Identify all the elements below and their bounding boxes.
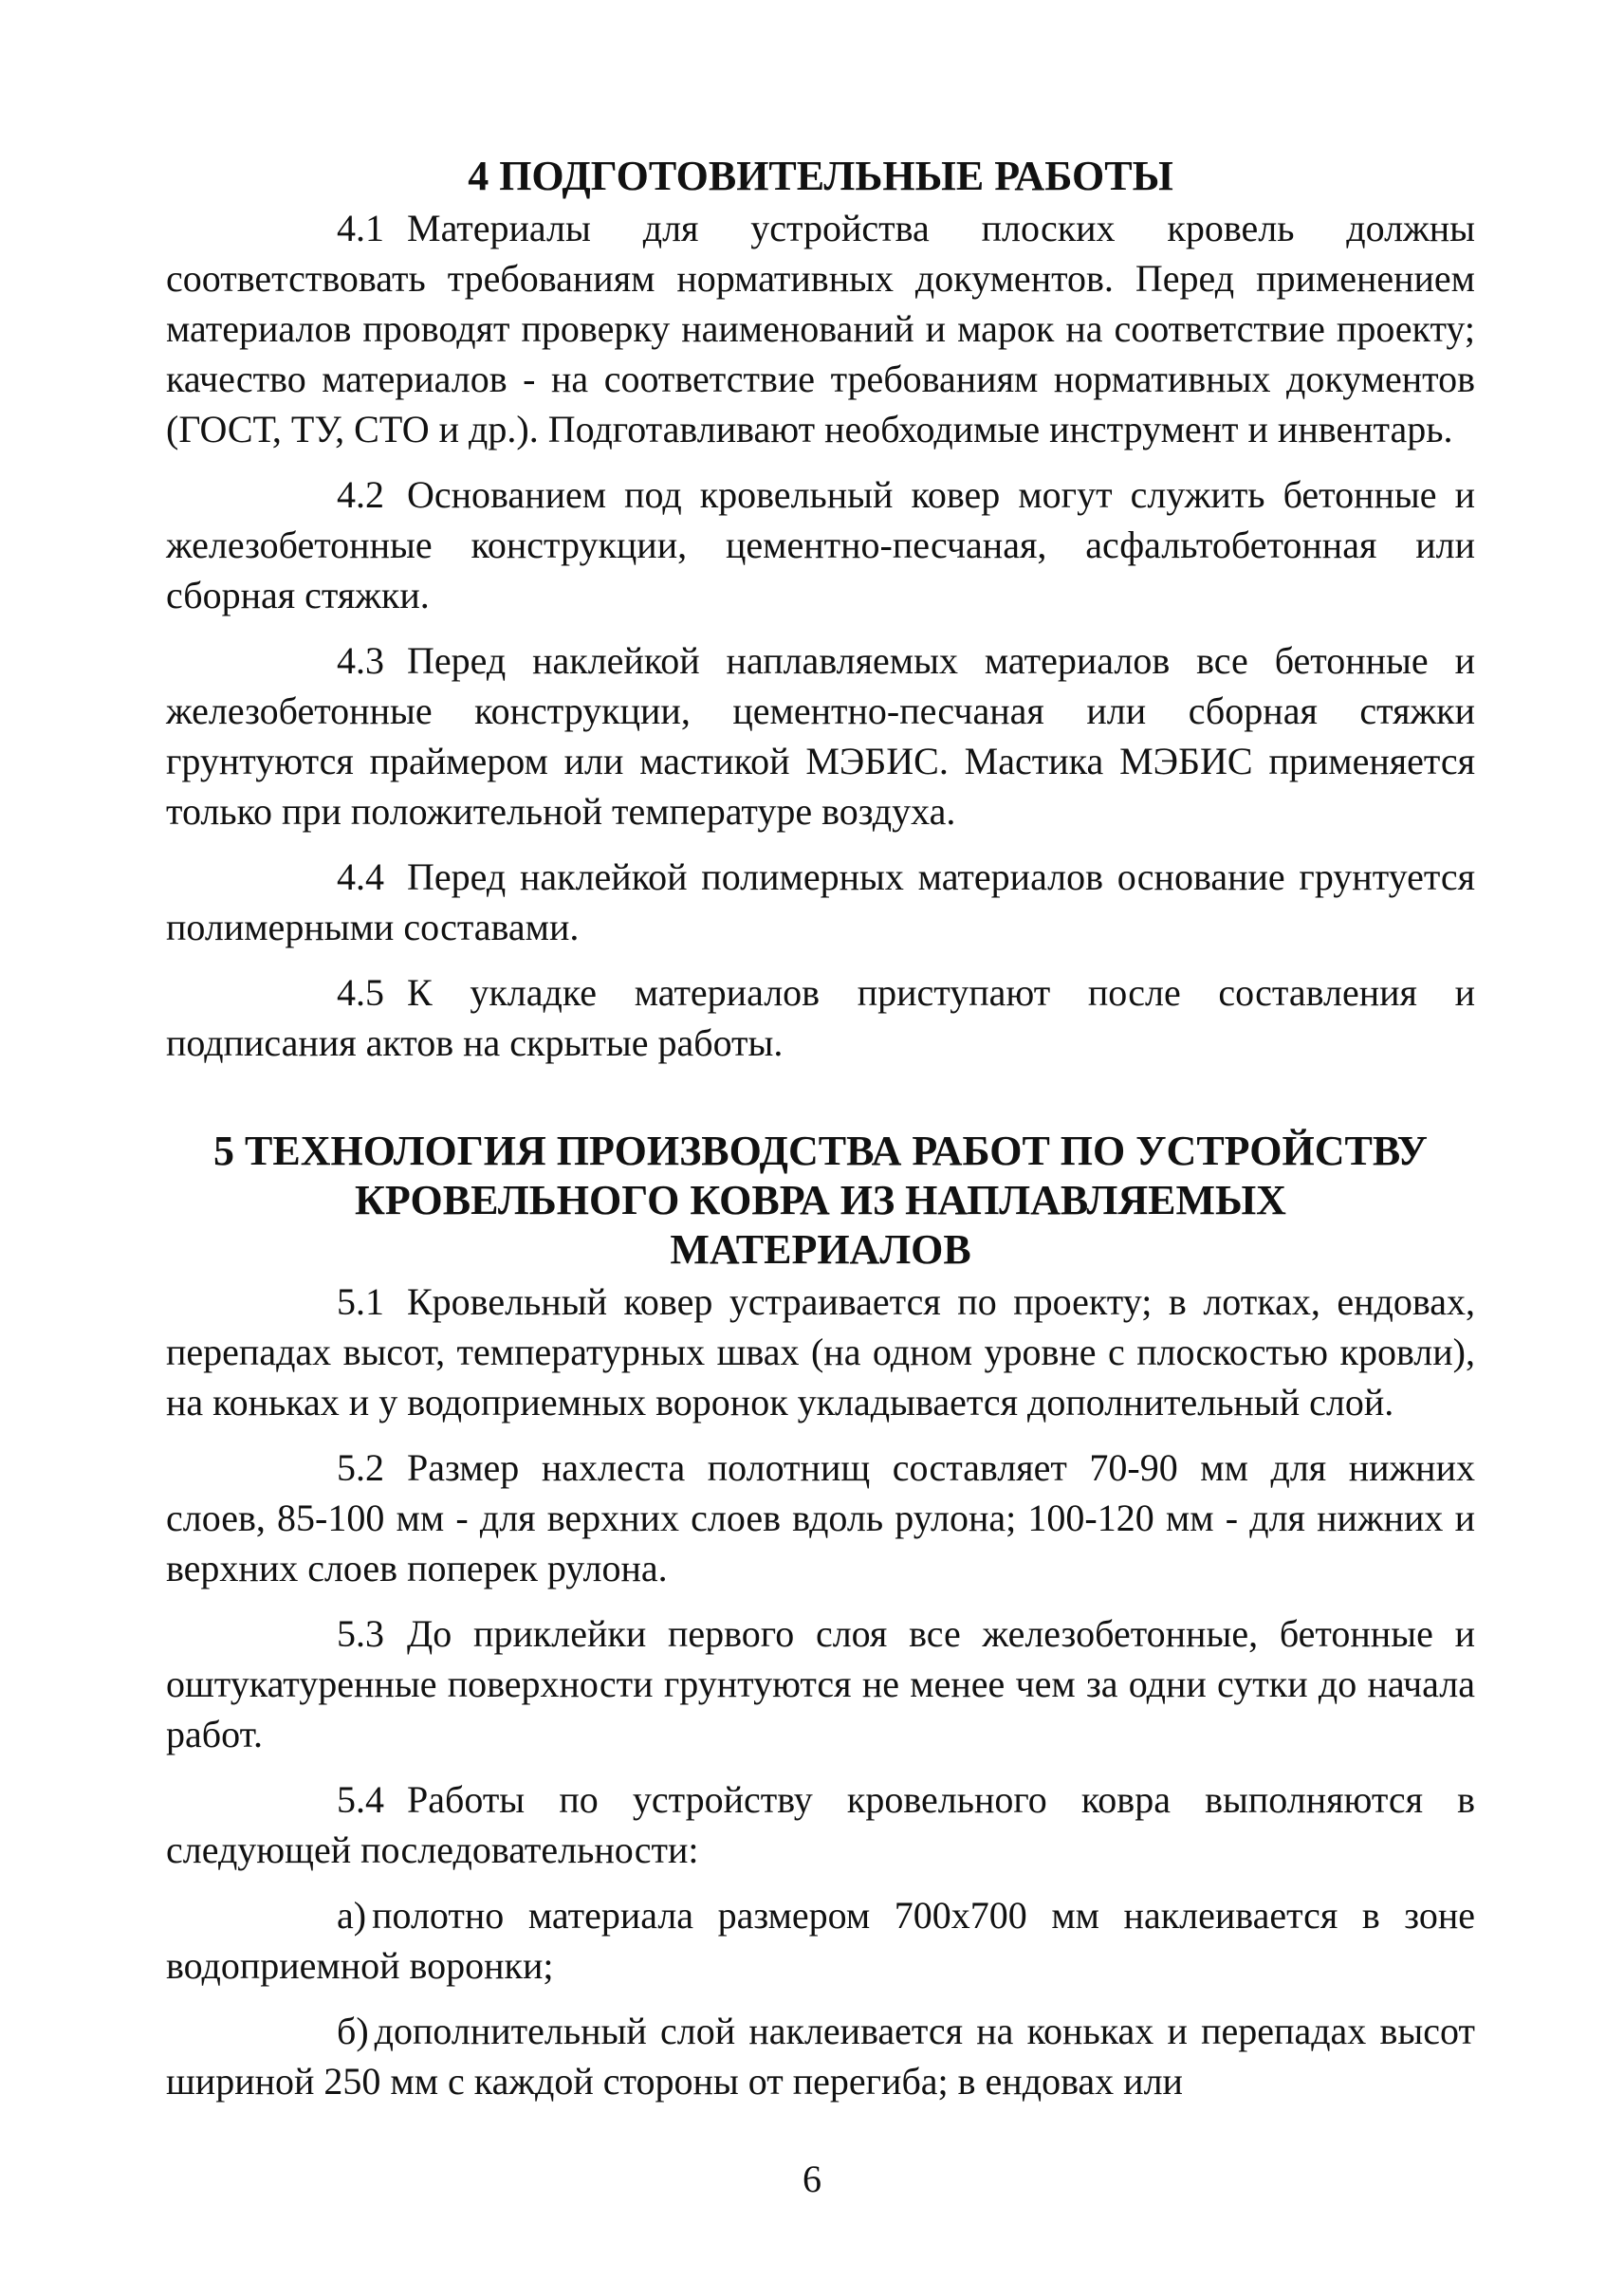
list-item-text: полотно материала размером 700х700 мм наклеивается в зоне водоприемной воронки; [166,1894,1475,1987]
section-5-heading [166,1127,1475,1275]
paragraph-number: 5.4 [337,1778,384,1821]
page-number: 6 [803,2158,821,2200]
list-marker: б) [337,2010,369,2052]
paragraph-4-1 [166,203,1475,454]
paragraph-number: 5.3 [337,1612,384,1655]
section-5-heading-line-1: 5 ТЕХНОЛОГИЯ ПРОИЗВОДСТВА РАБОТ ПО УСТРОЙСТВУ [213,1128,1428,1174]
paragraph-number: 4.1 [337,207,384,249]
paragraph-5-4 [166,1774,1475,1875]
paragraph-5-2 [166,1442,1475,1593]
paragraph-text: Материалы для устройства плоских кровель должны соответствовать требованиям нормативных документов. Перед применением материалов проводят проверку наименований и марок на соответствие проекту; качество материалов - на соответствие требованиям нормативных документов (ГОСТ, ТУ, СТО и др.). Подготавливают необходимые инструмент и инвентарь. [166,207,1475,450]
section-5-heading-line-3: МАТЕРИАЛОВ [670,1226,971,1273]
paragraph-text: Основанием под кровельный ковер могут служить бетонные и железобетонные конструкции, цементно-песчаная, асфальтобетонная или сборная стяжки. [166,473,1475,616]
paragraph-number: 5.1 [337,1280,384,1323]
list-item-a [166,1890,1475,1991]
paragraph-4-4 [166,852,1475,952]
paragraph-text: Работы по устройству кровельного ковра выполняются в следующей последовательности: [166,1778,1475,1871]
section-5-heading-line-2: КРОВЕЛЬНОГО КОВРА ИЗ НАПЛАВЛЯЕМЫХ [355,1177,1286,1223]
paragraph-text: До приклейки первого слоя все железобетонные, бетонные и оштукатуренные поверхности грунтуются не менее чем за одни сутки до начала работ. [166,1612,1475,1755]
paragraph-number: 4.2 [337,473,384,516]
paragraph-text: Перед наклейкой наплавляемых материалов все бетонные и железобетонные конструкции, цементно-песчаная или сборная стяжки грунтуются праймером или мастикой МЭБИС. Мастика МЭБИС применяется только при положительной температуре воздуха. [166,639,1475,833]
paragraph-4-5 [166,967,1475,1068]
list-marker: а) [337,1894,367,1937]
paragraph-4-3 [166,635,1475,836]
section-4-heading: 4 ПОДГОТОВИТЕЛЬНЫЕ РАБОТЫ [468,153,1173,199]
list-item-text: дополнительный слой наклеивается на коньках и перепадах высот шириной 250 мм с каждой стороны от перегиба; в ендовах или [166,2010,1475,2103]
paragraph-5-3 [166,1608,1475,1759]
paragraph-text: Перед наклейкой полимерных материалов основание грунтуется полимерными составами. [166,855,1475,948]
page-content [166,152,1475,2122]
paragraph-text: Кровельный ковер устраивается по проекту; в лотках, ендовах, перепадах высот, температурных швах (на одном уровне с плоскостью кровли), на коньках и у водоприемных воронок укладывается дополнительный слой. [166,1280,1475,1424]
paragraph-text: Размер нахлеста полотнищ составляет 70-90 мм для нижних слоев, 85-100 мм - для верхних слоев вдоль рулона; 100-120 мм - для нижних и верхних слоев поперек рулона. [166,1446,1475,1589]
paragraph-number: 4.5 [337,971,384,1014]
paragraph-4-2 [166,469,1475,620]
paragraph-number: 5.2 [337,1446,384,1489]
paragraph-number: 4.4 [337,855,384,898]
paragraph-5-1 [166,1277,1475,1427]
paragraph-text: К укладке материалов приступают после составления и подписания актов на скрытые работы. [166,971,1475,1064]
list-item-b [166,2006,1475,2106]
paragraph-number: 4.3 [337,639,384,682]
